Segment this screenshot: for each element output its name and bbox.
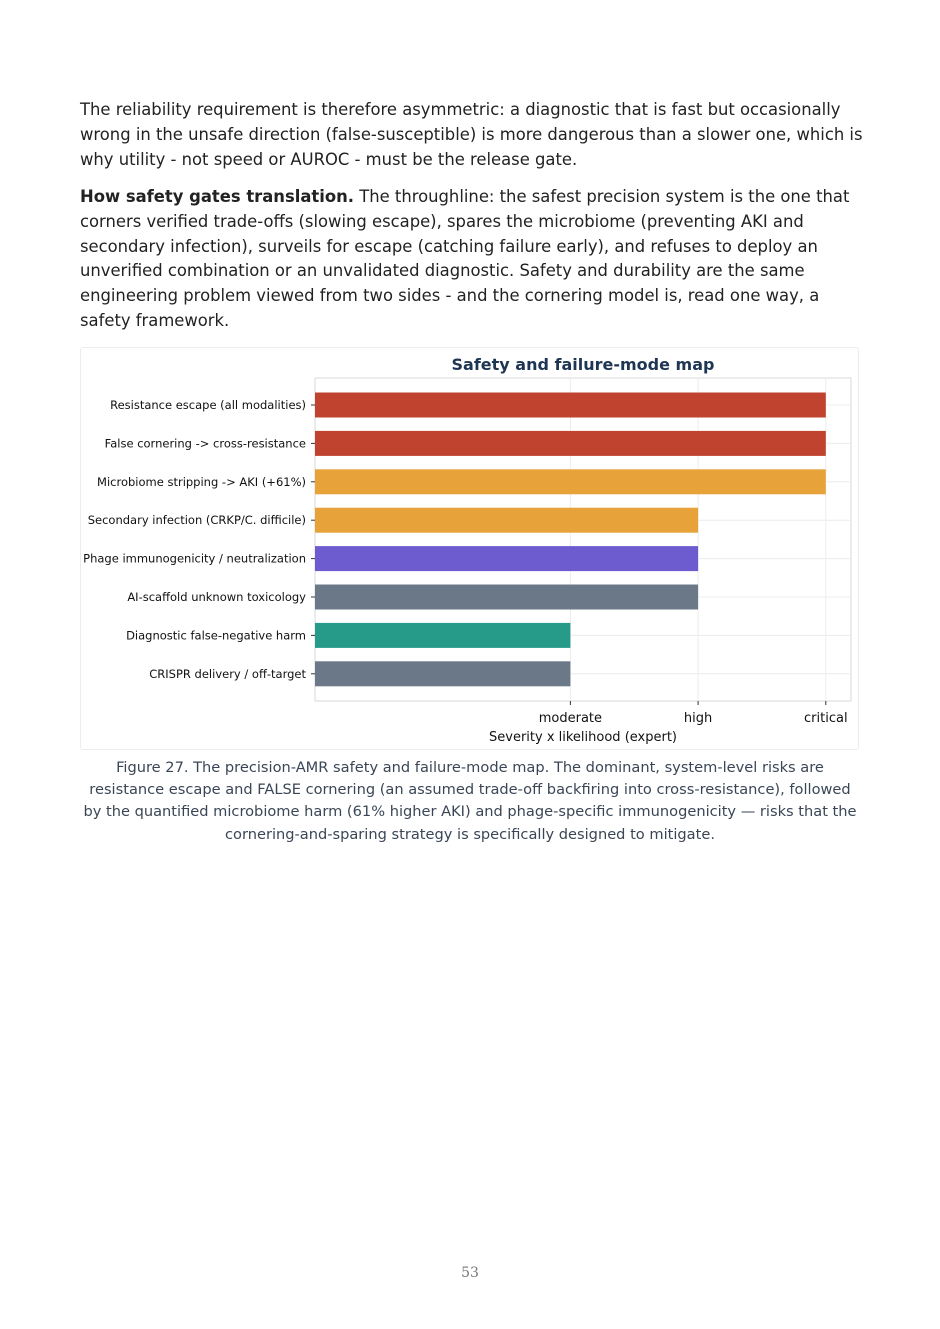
- safety-failure-mode-chart: [81, 348, 860, 751]
- x-tick-label: critical: [804, 711, 848, 726]
- figure-caption: Figure 27. The precision-AMR safety and failure-mode map. The dominant, system-level risks are resistance escape and FALSE cornering (an assumed trade-off backfiring into cross-resistance), followed by the quantified microbiome harm (61% higher AKI) and phage-specific immunogenicity — risks that the cornering-and-sparing strategy is specifically designed to mitigate.: [83, 759, 857, 843]
- category-label: Diagnostic false-negative harm: [126, 628, 306, 643]
- paragraph-body-text: The throughline: the safest precision system is the one that corners verified trade-offs (slowing escape), spares the microbiome (preventing AKI and secondary infection), surveils for escape (catching failure early), and refuses to deploy an unverified combination or an unvalidated diagnostic. Safety and durability are the same engineering problem viewed from two sides - and the cornering model is, read one way, a safety framework.: [80, 187, 850, 330]
- category-label: Secondary infection (CRKP/C. difficile): [87, 513, 306, 528]
- category-label: Resistance escape (all modalities): [110, 398, 306, 412]
- body-paragraph-safety-gates: [80, 185, 865, 334]
- bar: [315, 393, 826, 418]
- category-label: CRISPR delivery / off-target: [149, 666, 306, 681]
- plot-area: [315, 378, 851, 701]
- category-label: Phage immunogenicity / neutralization: [83, 551, 306, 566]
- category-labels: [83, 398, 315, 681]
- category-label: Microbiome stripping -> AKI (+61%): [97, 474, 306, 489]
- category-label: AI-scaffold unknown toxicology: [127, 590, 306, 604]
- x-tick-labels: [539, 701, 848, 726]
- figure-frame: [80, 347, 859, 750]
- bar: [315, 623, 570, 648]
- bar: [315, 585, 698, 610]
- bar: [315, 469, 826, 494]
- bar: [315, 546, 698, 571]
- chart-title: Safety and failure-mode map: [451, 355, 715, 374]
- x-tick-label: high: [683, 711, 713, 726]
- paragraph-lead-in: How safety gates translation.: [80, 187, 355, 206]
- x-axis-label: Severity x likelihood (expert): [489, 730, 677, 745]
- bar: [315, 508, 698, 533]
- body-paragraph-reliability: The reliability requirement is therefore asymmetric: a diagnostic that is fast but occasionally wrong in the unsafe direction (false-susceptible) is more dangerous than a slower one, which is why utility - not speed or AUROC - must be the release gate.: [80, 100, 863, 169]
- bar: [315, 431, 826, 456]
- x-tick-label: moderate: [538, 711, 603, 726]
- page-number: 53: [461, 1265, 479, 1281]
- category-label: False cornering -> cross-resistance: [104, 436, 306, 451]
- bar: [315, 661, 570, 686]
